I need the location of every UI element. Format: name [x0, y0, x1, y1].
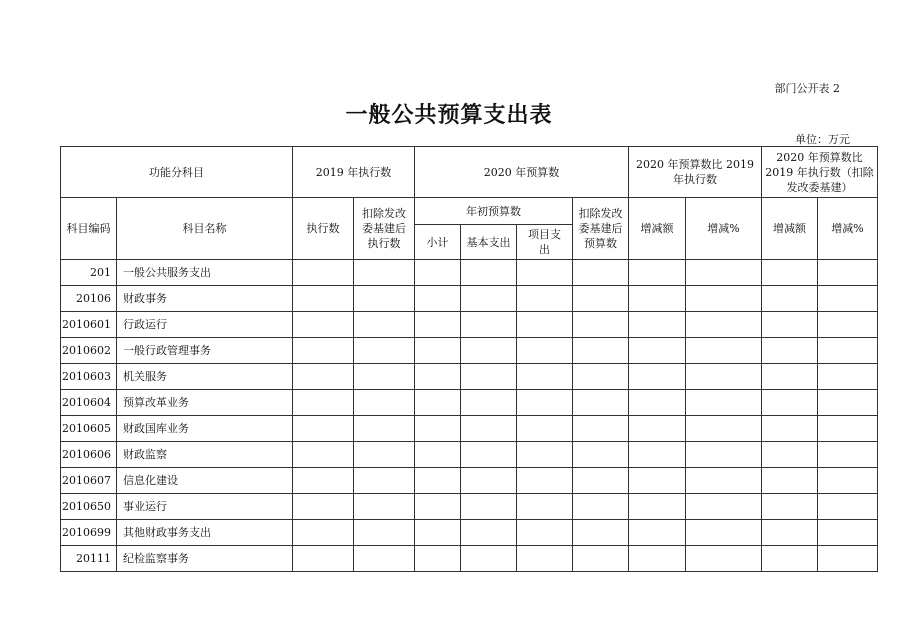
- header-increase-pct-2: 增减%: [818, 198, 878, 260]
- value-cell: [293, 468, 354, 494]
- table-row: [61, 390, 878, 416]
- value-cell: [517, 520, 573, 546]
- table-row: [61, 494, 878, 520]
- table-row: [61, 442, 878, 468]
- subject-code-cell: 2010607: [61, 468, 117, 494]
- subject-code-cell: 2010606: [61, 442, 117, 468]
- value-cell: [415, 468, 461, 494]
- header-project-expense: 项目支出: [517, 225, 573, 260]
- value-cell: [517, 260, 573, 286]
- subject-name-cell: 财政监察: [117, 442, 293, 468]
- value-cell: [686, 494, 762, 520]
- value-cell: [762, 364, 818, 390]
- value-cell: [293, 260, 354, 286]
- subject-name-cell: 机关服务: [117, 364, 293, 390]
- header-basic-expense: 基本支出: [461, 225, 517, 260]
- subject-name-cell: 其他财政事务支出: [117, 520, 293, 546]
- value-cell: [818, 416, 878, 442]
- value-cell: [686, 416, 762, 442]
- value-cell: [517, 494, 573, 520]
- value-cell: [461, 338, 517, 364]
- value-cell: [354, 468, 415, 494]
- value-cell: [762, 260, 818, 286]
- value-cell: [762, 390, 818, 416]
- subject-code-cell: 2010601: [61, 312, 117, 338]
- value-cell: [517, 364, 573, 390]
- value-cell: [573, 390, 629, 416]
- value-cell: [573, 520, 629, 546]
- value-cell: [573, 338, 629, 364]
- table-row: [61, 546, 878, 572]
- value-cell: [573, 546, 629, 572]
- value-cell: [818, 442, 878, 468]
- value-cell: [818, 468, 878, 494]
- value-cell: [818, 364, 878, 390]
- value-cell: [517, 468, 573, 494]
- value-cell: [415, 390, 461, 416]
- budget-expenditure-table: [60, 146, 878, 572]
- value-cell: [415, 442, 461, 468]
- value-cell: [818, 494, 878, 520]
- value-cell: [686, 520, 762, 546]
- value-cell: [293, 286, 354, 312]
- subject-code-cell: 2010605: [61, 416, 117, 442]
- value-cell: [517, 338, 573, 364]
- value-cell: [762, 286, 818, 312]
- table-row: [61, 468, 878, 494]
- subject-name-cell: 纪检监察事务: [117, 546, 293, 572]
- value-cell: [818, 546, 878, 572]
- value-cell: [293, 494, 354, 520]
- value-cell: [354, 546, 415, 572]
- subject-name-cell: 事业运行: [117, 494, 293, 520]
- value-cell: [354, 260, 415, 286]
- table-body: [61, 260, 878, 572]
- value-cell: [573, 286, 629, 312]
- value-cell: [354, 312, 415, 338]
- subject-name-cell: 预算改革业务: [117, 390, 293, 416]
- value-cell: [629, 546, 686, 572]
- header-subtotal: 小计: [415, 225, 461, 260]
- value-cell: [762, 312, 818, 338]
- value-cell: [461, 442, 517, 468]
- value-cell: [293, 364, 354, 390]
- subject-name-cell: 财政国库业务: [117, 416, 293, 442]
- value-cell: [629, 442, 686, 468]
- value-cell: [818, 260, 878, 286]
- value-cell: [686, 312, 762, 338]
- value-cell: [762, 338, 818, 364]
- subject-code-cell: 20106: [61, 286, 117, 312]
- header-subject-name: 科目名称: [117, 198, 293, 260]
- value-cell: [517, 546, 573, 572]
- header-compare-2019-excl: 2020 年预算数比 2019 年执行数（扣除发改委基建）: [762, 147, 878, 198]
- value-cell: [415, 546, 461, 572]
- value-cell: [686, 442, 762, 468]
- subject-code-cell: 2010699: [61, 520, 117, 546]
- value-cell: [573, 468, 629, 494]
- table-row: [61, 312, 878, 338]
- value-cell: [293, 520, 354, 546]
- subject-code-cell: 2010604: [61, 390, 117, 416]
- header-budget-excl: 扣除发改委基建后预算数: [573, 198, 629, 260]
- value-cell: [686, 546, 762, 572]
- header-exec: 执行数: [293, 198, 354, 260]
- subject-name-cell: 一般公共服务支出: [117, 260, 293, 286]
- value-cell: [629, 312, 686, 338]
- value-cell: [762, 546, 818, 572]
- value-cell: [818, 520, 878, 546]
- header-budget-2020: 2020 年预算数: [415, 147, 629, 198]
- value-cell: [415, 416, 461, 442]
- value-cell: [517, 286, 573, 312]
- value-cell: [354, 338, 415, 364]
- value-cell: [461, 390, 517, 416]
- value-cell: [686, 286, 762, 312]
- table-row: [61, 416, 878, 442]
- header-increase-amount: 增减额: [629, 198, 686, 260]
- form-number: 部门公开表 2: [774, 82, 840, 95]
- value-cell: [762, 468, 818, 494]
- value-cell: [461, 468, 517, 494]
- value-cell: [573, 442, 629, 468]
- header-compare-2019: 2020 年预算数比 2019 年执行数: [629, 147, 762, 198]
- value-cell: [415, 260, 461, 286]
- value-cell: [573, 494, 629, 520]
- value-cell: [354, 286, 415, 312]
- subject-code-cell: 2010602: [61, 338, 117, 364]
- value-cell: [293, 546, 354, 572]
- value-cell: [293, 312, 354, 338]
- value-cell: [573, 260, 629, 286]
- value-cell: [573, 364, 629, 390]
- value-cell: [415, 520, 461, 546]
- table-row: [61, 338, 878, 364]
- value-cell: [629, 364, 686, 390]
- subject-code-cell: 2010603: [61, 364, 117, 390]
- table-row: [61, 364, 878, 390]
- value-cell: [573, 416, 629, 442]
- value-cell: [686, 390, 762, 416]
- value-cell: [629, 520, 686, 546]
- value-cell: [517, 416, 573, 442]
- value-cell: [354, 494, 415, 520]
- value-cell: [686, 260, 762, 286]
- value-cell: [415, 494, 461, 520]
- value-cell: [762, 494, 818, 520]
- subject-code-cell: 20111: [61, 546, 117, 572]
- value-cell: [629, 390, 686, 416]
- value-cell: [354, 364, 415, 390]
- value-cell: [818, 312, 878, 338]
- value-cell: [629, 260, 686, 286]
- value-cell: [354, 442, 415, 468]
- header-exec-excl: 扣除发改委基建后执行数: [354, 198, 415, 260]
- header-increase-amount-2: 增减额: [762, 198, 818, 260]
- value-cell: [818, 338, 878, 364]
- value-cell: [517, 442, 573, 468]
- value-cell: [415, 338, 461, 364]
- value-cell: [415, 364, 461, 390]
- header-func-subject: 功能分科目: [61, 147, 293, 198]
- value-cell: [517, 312, 573, 338]
- value-cell: [354, 520, 415, 546]
- value-cell: [354, 390, 415, 416]
- value-cell: [293, 338, 354, 364]
- value-cell: [461, 364, 517, 390]
- header-subject-code: 科目编码: [61, 198, 117, 260]
- subject-code-cell: 201: [61, 260, 117, 286]
- table-row: [61, 520, 878, 546]
- subject-name-cell: 财政事务: [117, 286, 293, 312]
- unit-label: 单位：万元: [795, 133, 850, 146]
- value-cell: [293, 442, 354, 468]
- table-row: [61, 260, 878, 286]
- value-cell: [461, 520, 517, 546]
- value-cell: [629, 338, 686, 364]
- table-header: [61, 147, 878, 260]
- value-cell: [762, 520, 818, 546]
- value-cell: [629, 416, 686, 442]
- subject-name-cell: 信息化建设: [117, 468, 293, 494]
- value-cell: [354, 416, 415, 442]
- value-cell: [818, 286, 878, 312]
- value-cell: [517, 390, 573, 416]
- value-cell: [629, 494, 686, 520]
- page-title: 一般公共预算支出表: [345, 102, 553, 128]
- subject-name-cell: 行政运行: [117, 312, 293, 338]
- value-cell: [415, 312, 461, 338]
- value-cell: [461, 286, 517, 312]
- value-cell: [461, 416, 517, 442]
- header-increase-pct: 增减%: [686, 198, 762, 260]
- subject-code-cell: 2010650: [61, 494, 117, 520]
- header-initial-budget: 年初预算数: [415, 198, 573, 225]
- subject-name-cell: 一般行政管理事务: [117, 338, 293, 364]
- value-cell: [293, 390, 354, 416]
- table-row: [61, 286, 878, 312]
- value-cell: [818, 390, 878, 416]
- value-cell: [686, 364, 762, 390]
- value-cell: [629, 468, 686, 494]
- value-cell: [629, 286, 686, 312]
- value-cell: [461, 546, 517, 572]
- value-cell: [461, 494, 517, 520]
- header-exec-2019: 2019 年执行数: [293, 147, 415, 198]
- value-cell: [461, 312, 517, 338]
- value-cell: [762, 416, 818, 442]
- value-cell: [461, 260, 517, 286]
- value-cell: [415, 286, 461, 312]
- value-cell: [573, 312, 629, 338]
- value-cell: [762, 442, 818, 468]
- value-cell: [293, 416, 354, 442]
- value-cell: [686, 338, 762, 364]
- value-cell: [686, 468, 762, 494]
